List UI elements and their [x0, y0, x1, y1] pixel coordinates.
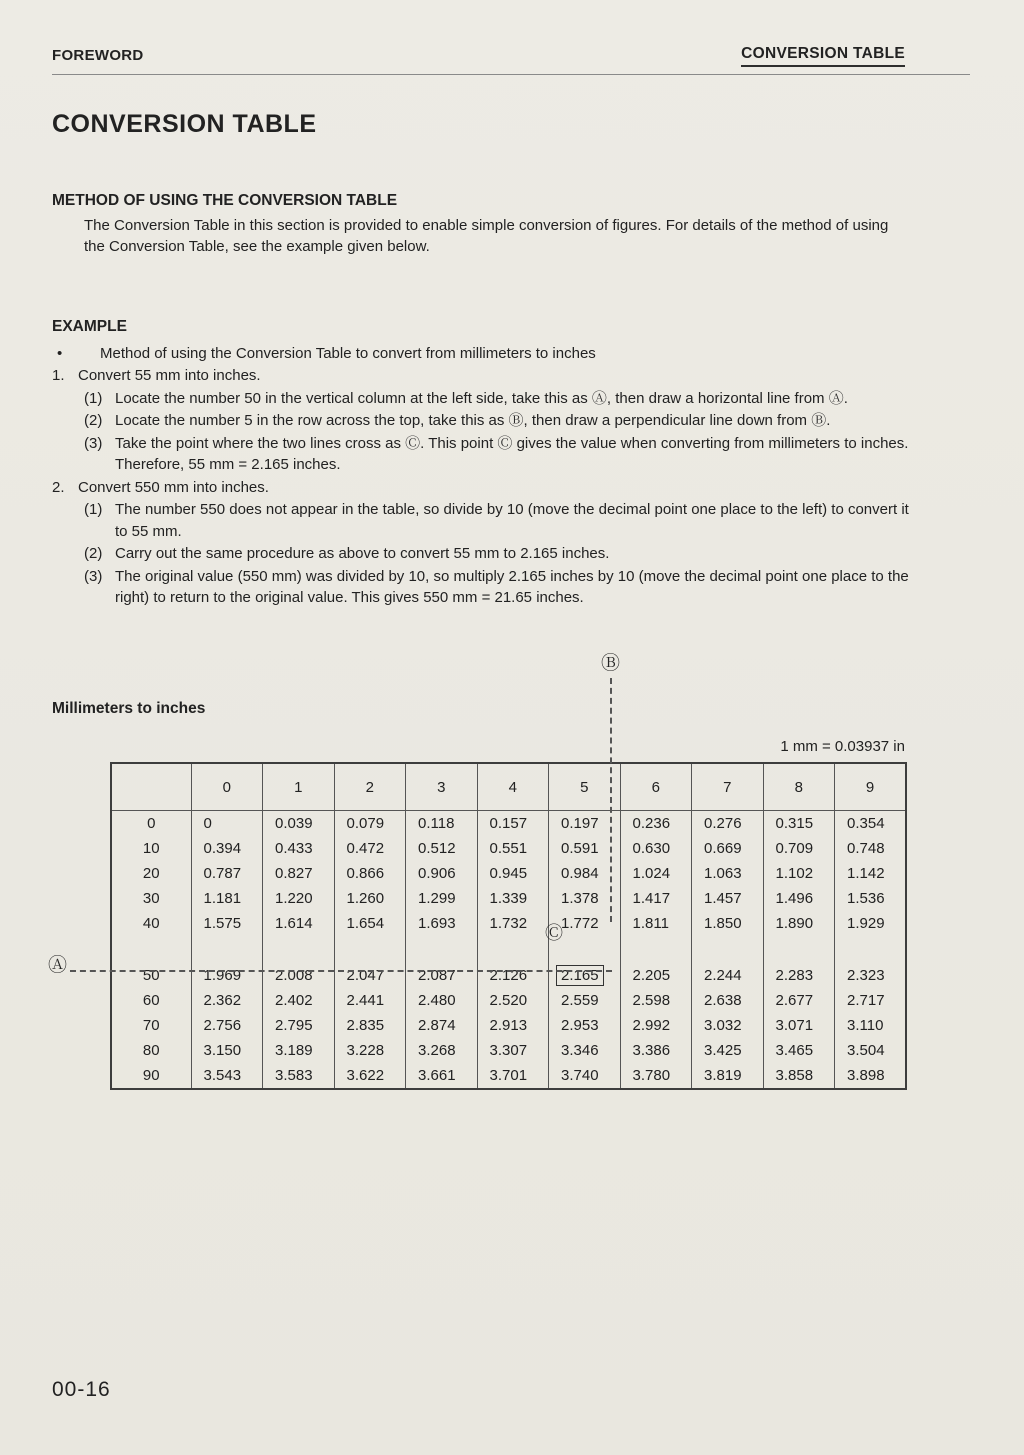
col-header: 9 [835, 763, 907, 811]
table-cell: 2.047 [334, 936, 406, 988]
table-cell: 1.142 [835, 861, 907, 886]
col-header: 5 [549, 763, 621, 811]
table-cell: 0.709 [763, 836, 835, 861]
page-number: 00-16 [52, 1378, 111, 1401]
bullet-text: Method of using the Conversion Table to convert from millimeters to inches [100, 344, 596, 362]
table-cell: 1.102 [763, 861, 835, 886]
table-cell: 0.748 [835, 836, 907, 861]
breadcrumb-foreword: FOREWORD [52, 47, 144, 64]
table-cell: 0.354 [835, 811, 907, 837]
table-cell: 0.433 [263, 836, 335, 861]
table-cell: 2.638 [692, 988, 764, 1013]
table-cell: 0.669 [692, 836, 764, 861]
table-cell: 3.898 [835, 1063, 907, 1089]
table-cell: 3.780 [620, 1063, 692, 1089]
table-cell: 0.118 [406, 811, 478, 837]
table-header-row [111, 763, 906, 811]
table-cell: 2.598 [620, 988, 692, 1013]
table-cell: 1.575 [191, 911, 263, 936]
table-row [111, 1038, 906, 1063]
example-section [52, 316, 912, 609]
table-cell: 3.346 [549, 1038, 621, 1063]
step-text: The number 550 does not appear in the table, so divide by 10 (move the decimal point one place to the left) to convert it to 55 mm. [115, 501, 909, 540]
table-cell: 0.394 [191, 836, 263, 861]
table-cell: 2.323 [835, 936, 907, 988]
table-cell: 3.228 [334, 1038, 406, 1063]
col-header: 8 [763, 763, 835, 811]
table-cell: 1.969 [191, 936, 263, 988]
table-cell: 0.197 [549, 811, 621, 837]
table-row [111, 936, 906, 988]
row-header: 20 [111, 861, 191, 886]
highlighted-value: 2.165 [556, 965, 604, 986]
step-number: (1) [84, 389, 103, 407]
table-cell: 3.504 [835, 1038, 907, 1063]
table-cell: 2.835 [334, 1013, 406, 1038]
table-cell: 1.693 [406, 911, 478, 936]
table-cell: 3.032 [692, 1013, 764, 1038]
step-text: Carry out the same procedure as above to convert 55 mm to 2.165 inches. [115, 545, 610, 562]
table-cell: 2.717 [835, 988, 907, 1013]
dashed-line-vertical [610, 678, 612, 922]
item-number: 1. [52, 367, 65, 384]
table-cell: 0.236 [620, 811, 692, 837]
table-cell: 0.551 [477, 836, 549, 861]
table-cell: 0 [191, 811, 263, 837]
list-step [84, 410, 912, 432]
table-cell: 1.299 [406, 886, 478, 911]
table-cell: 2.874 [406, 1013, 478, 1038]
table-row [111, 988, 906, 1013]
col-header: 3 [406, 763, 478, 811]
table-cell: 3.307 [477, 1038, 549, 1063]
table-cell: 0.079 [334, 811, 406, 837]
table-cell: 0.039 [263, 811, 335, 837]
table-cell: 0.866 [334, 861, 406, 886]
table-cell: 3.110 [835, 1013, 907, 1038]
list-step [84, 566, 912, 609]
table-cell: 2.126 [477, 936, 549, 988]
table-cell: 2.362 [191, 988, 263, 1013]
table-row [111, 1013, 906, 1038]
table-cell: 0.472 [334, 836, 406, 861]
row-header: 50 [111, 936, 191, 988]
table-row [111, 911, 906, 936]
row-header: 0 [111, 811, 191, 837]
table-cell: 0.315 [763, 811, 835, 837]
conversion-table-zone [0, 648, 1024, 1108]
table-cell: 2.244 [692, 936, 764, 988]
table-cell: 1.063 [692, 861, 764, 886]
table-cell: 3.583 [263, 1063, 335, 1089]
table-row [111, 1063, 906, 1089]
table-cell: 3.425 [692, 1038, 764, 1063]
list-item [52, 477, 912, 499]
table-cell: 1.850 [692, 911, 764, 936]
item-number: 2. [52, 478, 65, 496]
table-cell: 2.953 [549, 1013, 621, 1038]
step-number: (2) [84, 545, 103, 562]
table-cell: 0.276 [692, 811, 764, 837]
item-text: Convert 55 mm into inches. [78, 367, 261, 384]
table-cell: 2.087 [406, 936, 478, 988]
table-cell: 1.024 [620, 861, 692, 886]
table-cell: 1.339 [477, 886, 549, 911]
table-cell: 1.772 [549, 911, 621, 936]
table-cell: 1.378 [549, 886, 621, 911]
col-header: 7 [692, 763, 764, 811]
step-text: Locate the number 50 in the vertical column at the left side, take this as Ⓐ, then draw a horizontal line from Ⓐ. [115, 389, 848, 407]
table-cell: 1.654 [334, 911, 406, 936]
table-cell: 3.150 [191, 1038, 263, 1063]
table-cell: 1.929 [835, 911, 907, 936]
table-cell: 3.701 [477, 1063, 549, 1089]
table-cell: 0.157 [477, 811, 549, 837]
list-step [84, 543, 912, 565]
conversion-table [110, 762, 907, 1090]
col-header: 4 [477, 763, 549, 811]
table-cell: 1.417 [620, 886, 692, 911]
step-text: Locate the number 5 in the row across the top, take this as Ⓑ, then draw a perpendicular line down from Ⓑ. [115, 412, 831, 429]
table-cell: 2.992 [620, 1013, 692, 1038]
table-cell: 2.677 [763, 988, 835, 1013]
col-header: 0 [191, 763, 263, 811]
table-cell: 3.543 [191, 1063, 263, 1089]
table-cell: 1.890 [763, 911, 835, 936]
table-row [111, 861, 906, 886]
row-header: 80 [111, 1038, 191, 1063]
list-step [84, 388, 912, 410]
table-cell [549, 936, 621, 988]
circled-a-marker: Ⓐ [48, 955, 68, 976]
list-step [84, 499, 912, 542]
table-cell: 2.913 [477, 1013, 549, 1038]
table-cell: 0.945 [477, 861, 549, 886]
circled-b-marker: Ⓑ [601, 653, 621, 674]
table-cell: 2.283 [763, 936, 835, 988]
step-number: (2) [84, 412, 103, 429]
row-header: 70 [111, 1013, 191, 1038]
table-cell: 2.520 [477, 988, 549, 1013]
item-text: Convert 550 mm into inches. [78, 478, 269, 496]
table-cell: 3.465 [763, 1038, 835, 1063]
table-cell: 1.536 [835, 886, 907, 911]
table-cell: 0.512 [406, 836, 478, 861]
step-number: (3) [84, 567, 103, 585]
circled-c-marker: Ⓒ [545, 923, 563, 943]
col-header: 6 [620, 763, 692, 811]
table-cell: 3.858 [763, 1063, 835, 1089]
table-cell: 1.496 [763, 886, 835, 911]
step-number: (1) [84, 501, 103, 518]
table-cell: 0.984 [549, 861, 621, 886]
header-rule [52, 74, 970, 75]
table-cell: 3.071 [763, 1013, 835, 1038]
table-cell: 2.480 [406, 988, 478, 1013]
table-cell: 1.614 [263, 911, 335, 936]
breadcrumb-section: CONVERSION TABLE [741, 45, 905, 67]
unit-note: 1 mm = 0.03937 in [780, 738, 905, 755]
table-cell: 3.386 [620, 1038, 692, 1063]
table-cell: 0.827 [263, 861, 335, 886]
method-heading: METHOD OF USING THE CONVERSION TABLE [52, 192, 398, 209]
table-cell: 3.661 [406, 1063, 478, 1089]
table-cell: 0.630 [620, 836, 692, 861]
corner-cell [111, 763, 191, 811]
example-bullet [52, 343, 912, 365]
step-number: (3) [84, 434, 103, 452]
method-section [52, 190, 910, 258]
row-header: 90 [111, 1063, 191, 1089]
table-cell: 2.205 [620, 936, 692, 988]
table-cell: 2.008 [263, 936, 335, 988]
table-cell: 3.819 [692, 1063, 764, 1089]
table-cell: 2.756 [191, 1013, 263, 1038]
table-cell: 1.220 [263, 886, 335, 911]
col-header: 2 [334, 763, 406, 811]
table-cell: 0.906 [406, 861, 478, 886]
dashed-line-horizontal [70, 970, 612, 972]
col-header: 1 [263, 763, 335, 811]
page-title: CONVERSION TABLE [52, 110, 317, 138]
table-cell: 3.622 [334, 1063, 406, 1089]
table-cell: 3.189 [263, 1038, 335, 1063]
row-header: 40 [111, 911, 191, 936]
table-cell: 0.787 [191, 861, 263, 886]
table-cell: 0.591 [549, 836, 621, 861]
table-cell: 1.732 [477, 911, 549, 936]
list-step [84, 433, 912, 476]
row-header: 30 [111, 886, 191, 911]
method-body: The Conversion Table in this section is provided to enable simple conversion of figures. For details of the method of using the Conversion Table, see the example given below. [84, 216, 889, 255]
table-row [111, 811, 906, 837]
table-cell: 2.441 [334, 988, 406, 1013]
table-cell: 1.260 [334, 886, 406, 911]
step-text: The original value (550 mm) was divided by 10, so multiply 2.165 inches by 10 (move the decimal point one place to the right) to return to the original value. This gives 550 mm = 21.65 inches. [115, 567, 909, 606]
table-cell: 1.457 [692, 886, 764, 911]
table-cell: 1.181 [191, 886, 263, 911]
table-cell: 2.559 [549, 988, 621, 1013]
table-cell: 2.795 [263, 1013, 335, 1038]
row-header: 10 [111, 836, 191, 861]
table-row [111, 886, 906, 911]
table-cell: 1.811 [620, 911, 692, 936]
mm-to-inches-caption: Millimeters to inches [52, 700, 206, 717]
list-item [52, 365, 912, 387]
example-heading: EXAMPLE [52, 318, 127, 335]
bullet-glyph: • [57, 344, 63, 362]
table-cell: 3.740 [549, 1063, 621, 1089]
table-row [111, 836, 906, 861]
step-text: Take the point where the two lines cross as Ⓒ. This point Ⓒ gives the value when converting from millimeters to inches. Therefore, 55 mm = 2.165 inches. [115, 434, 909, 473]
table-cell: 3.268 [406, 1038, 478, 1063]
table-cell: 2.402 [263, 988, 335, 1013]
row-header: 60 [111, 988, 191, 1013]
